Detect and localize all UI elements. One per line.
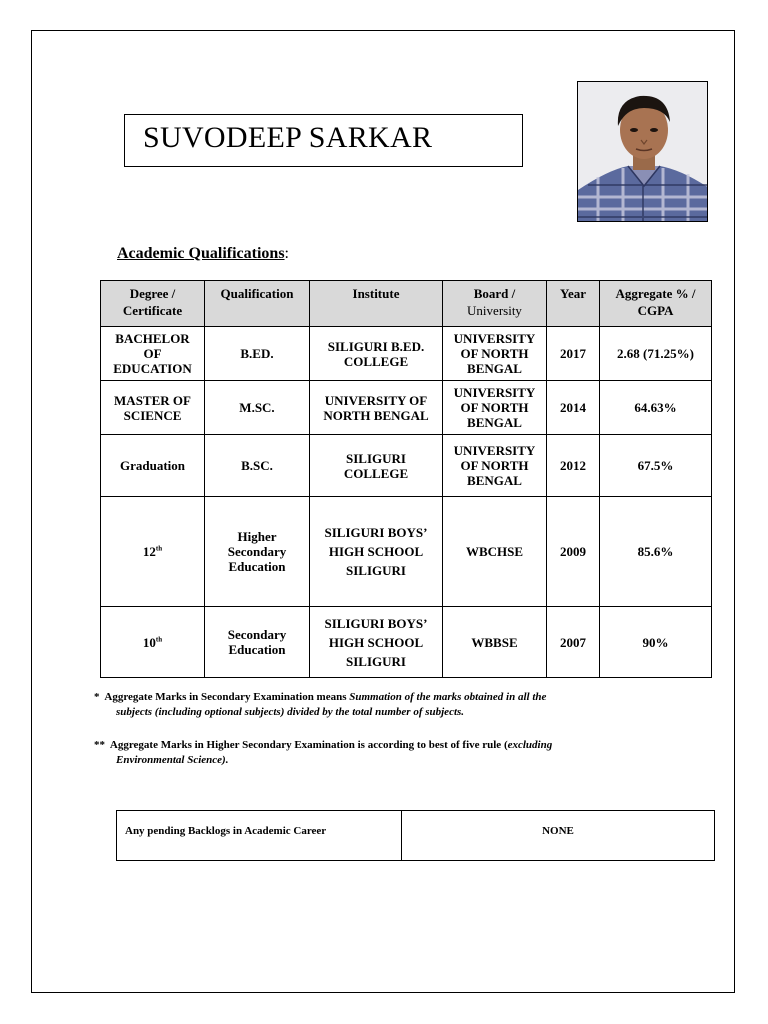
cell-aggregate: 85.6%	[600, 497, 712, 607]
header-degree: Degree / Certificate	[101, 281, 205, 327]
header-year: Year	[547, 281, 600, 327]
header-aggregate: Aggregate % / CGPA	[600, 281, 712, 327]
cell-institute: SILIGURI BOYS’ HIGH SCHOOL SILIGURI	[310, 607, 443, 678]
cell-board: UNIVERSITY OF NORTH BENGAL	[443, 435, 547, 497]
cell-year: 2017	[547, 327, 600, 381]
cell-board: UNIVERSITY OF NORTH BENGAL	[443, 327, 547, 381]
header-institute: Institute	[310, 281, 443, 327]
cell-qualification: M.SC.	[205, 381, 310, 435]
section-heading-text: Academic Qualifications	[117, 245, 285, 262]
qualifications-table	[100, 280, 712, 678]
person-photo-icon	[578, 82, 708, 222]
table-row	[101, 327, 712, 381]
backlog-value: NONE	[402, 811, 715, 861]
cell-year: 2014	[547, 381, 600, 435]
cell-degree: 10th	[101, 607, 205, 678]
table-header-row	[101, 281, 712, 327]
candidate-name: SUVODEEP SARKAR	[143, 121, 433, 154]
cell-year: 2009	[547, 497, 600, 607]
table-row	[101, 381, 712, 435]
section-heading-colon: :	[284, 245, 289, 262]
table-row	[101, 607, 712, 678]
backlog-table	[116, 810, 715, 861]
section-heading	[117, 245, 289, 263]
cell-aggregate: 67.5%	[600, 435, 712, 497]
cell-degree: Graduation	[101, 435, 205, 497]
cell-qualification: Higher Secondary Education	[205, 497, 310, 607]
cell-year: 2012	[547, 435, 600, 497]
header-qualification: Qualification	[205, 281, 310, 327]
cell-aggregate: 64.63%	[600, 381, 712, 435]
cell-institute: SILIGURI BOYS’ HIGH SCHOOL SILIGURI	[310, 497, 443, 607]
cell-board: WBCHSE	[443, 497, 547, 607]
cell-aggregate: 2.68 (71.25%)	[600, 327, 712, 381]
cell-degree: 12th	[101, 497, 205, 607]
cell-institute: SILIGURI B.ED. COLLEGE	[310, 327, 443, 381]
footnote-marker: **	[94, 739, 105, 751]
name-box	[124, 114, 523, 167]
cell-aggregate: 90%	[600, 607, 712, 678]
table-row	[101, 497, 712, 607]
profile-photo	[577, 81, 708, 222]
cell-degree: BACHELOR OF EDUCATION	[101, 327, 205, 381]
cell-qualification: B.SC.	[205, 435, 310, 497]
footnote-2: ** Aggregate Marks in Higher Secondary Examination is according to best of five rule (excluding Environmental Science).	[94, 739, 553, 766]
cell-degree: MASTER OF SCIENCE	[101, 381, 205, 435]
cell-board: WBBSE	[443, 607, 547, 678]
cell-qualification: B.ED.	[205, 327, 310, 381]
cell-institute: UNIVERSITY OF NORTH BENGAL	[310, 381, 443, 435]
footnote-marker: *	[94, 691, 100, 703]
cell-institute: SILIGURI COLLEGE	[310, 435, 443, 497]
cell-year: 2007	[547, 607, 600, 678]
cell-qualification: Secondary Education	[205, 607, 310, 678]
table-row	[101, 435, 712, 497]
backlog-label: Any pending Backlogs in Academic Career	[117, 811, 402, 861]
footnote-1: * Aggregate Marks in Secondary Examination means Summation of the marks obtained in all the subjects (including optional subjects) divided by the total number of subjects.	[94, 691, 547, 718]
header-board: Board / University	[443, 281, 547, 327]
cell-board: UNIVERSITY OF NORTH BENGAL	[443, 381, 547, 435]
